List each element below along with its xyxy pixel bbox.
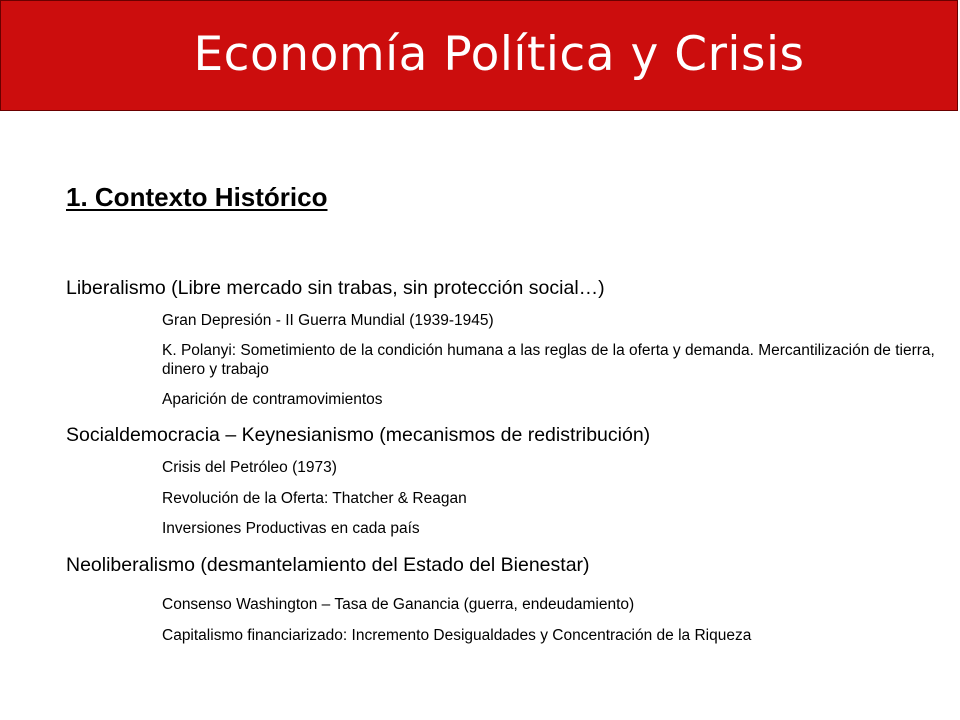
topic-liberalismo: Liberalismo (Libre mercado sin trabas, sin protección social…)	[66, 277, 605, 299]
list-item: Crisis del Petróleo (1973)	[162, 459, 337, 477]
topic-neoliberalismo: Neoliberalismo (desmantelamiento del Estado del Bienestar)	[66, 554, 590, 576]
list-item: Aparición de contramovimientos	[162, 391, 383, 409]
list-item: K. Polanyi: Sometimiento de la condición humana a las reglas de la oferta y demanda. Mercantilización de tierra, dinero y trabajo	[162, 342, 935, 378]
list-item: Inversiones Productivas en cada país	[162, 520, 420, 538]
title-bar	[0, 0, 958, 111]
list-item: Gran Depresión - II Guerra Mundial (1939-1945)	[162, 312, 494, 330]
list-item: Capitalismo financiarizado: Incremento Desigualdades y Concentración de la Riqueza	[162, 627, 752, 645]
sublist-socialdemocracia	[162, 459, 946, 539]
list-item: Consenso Washington – Tasa de Ganancia (guerra, endeudamiento)	[162, 596, 635, 614]
sublist-neoliberalismo	[162, 596, 946, 645]
slide-title: Economía Política y Crisis	[193, 27, 805, 82]
section-heading: 1. Contexto Histórico	[66, 182, 328, 212]
list-item: Revolución de la Oferta: Thatcher & Reagan	[162, 489, 467, 507]
slide-content	[66, 277, 946, 646]
sublist-liberalismo	[162, 312, 946, 409]
topic-socialdemocracia: Socialdemocracia – Keynesianismo (mecanismos de redistribución)	[66, 423, 651, 446]
